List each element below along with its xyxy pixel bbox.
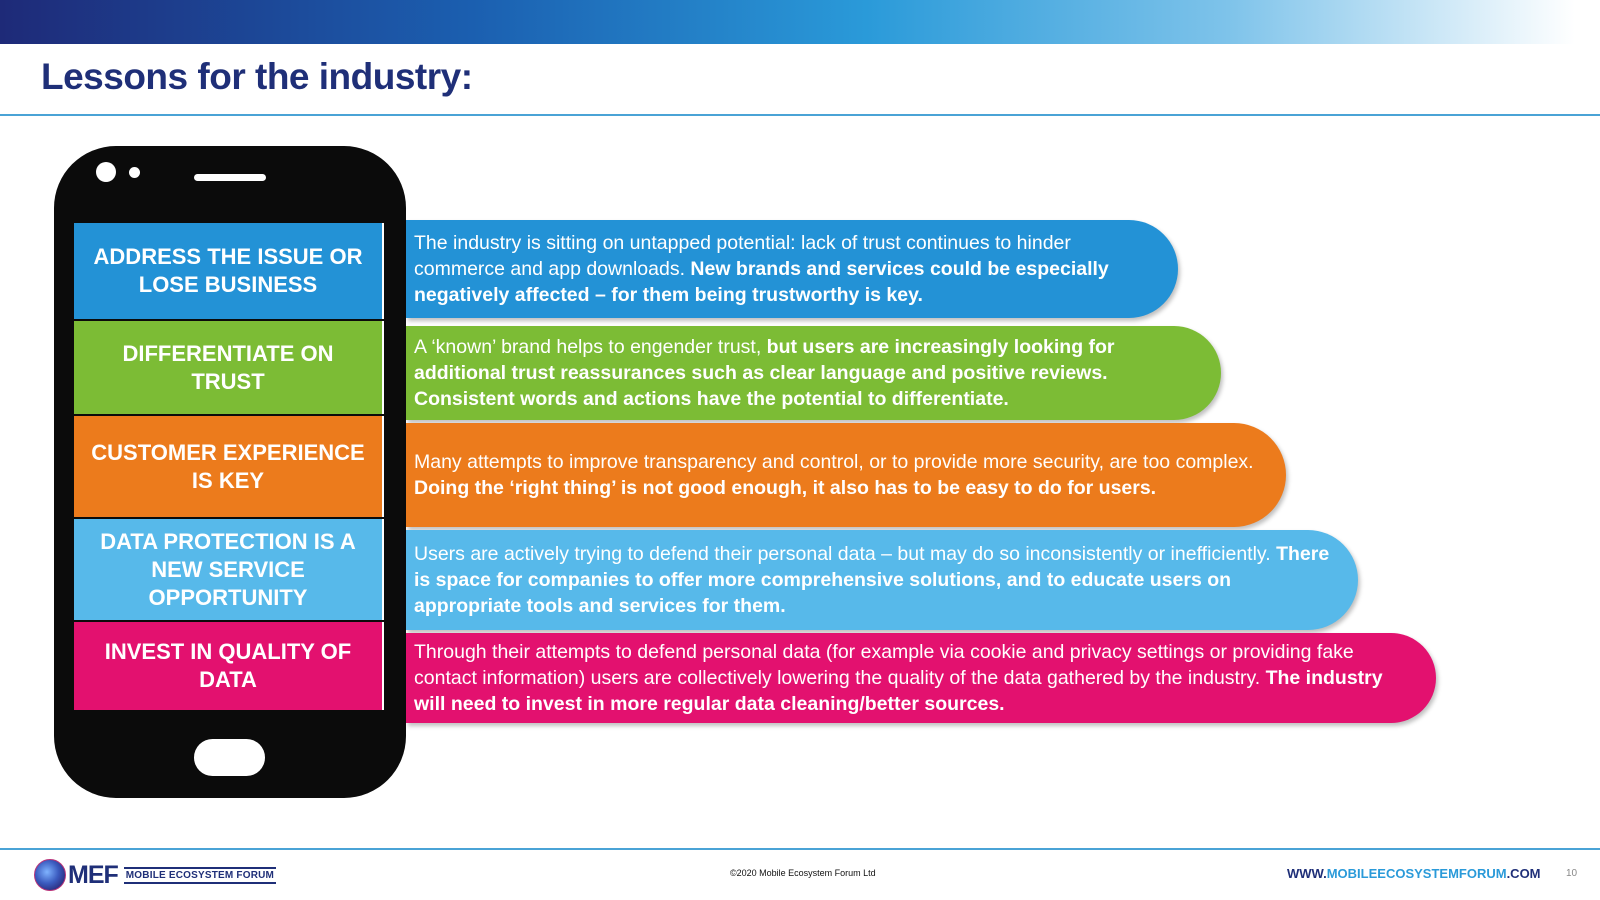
phone-sensor-icon [129,167,140,178]
logo-text: MEF [68,860,118,889]
mef-logo[interactable] [34,859,276,891]
logo-subtext: MOBILE ECOSYSTEM FORUM [124,867,276,884]
website-link[interactable] [1287,866,1541,881]
lesson-text-regular-1: The industry is sitting on untapped potential: lack of trust continues to hinder commerce and app downloads. [414,232,1071,280]
top-gradient-bar [0,0,1575,44]
lesson-label-3: CUSTOMER EXPERIENCE IS KEY [74,416,384,517]
lesson-description-4 [406,530,1358,630]
lesson-description-1 [406,220,1178,318]
footer-divider [0,848,1600,850]
lesson-text-regular-5: Through their attempts to defend personal data (for example via cookie and privacy settings or providing fake contact information) users are collectively lowering the quality of the data gathered by the industry. [414,641,1354,689]
lesson-text-regular-3: Many attempts to improve transparency and control, or to provide more security, are too complex. [414,451,1254,473]
lesson-text-bold-5: The industry will need to invest in more regular data cleaning/better sources. [414,667,1383,715]
lesson-text-regular-4: Users are actively trying to defend their personal data – but may do so inconsistently or inefficiently. [414,543,1277,565]
lesson-text-bold-4: There is space for companies to offer more comprehensive solutions, and to educate users on appropriate tools and services for them. [414,543,1330,617]
lesson-label-5: INVEST IN QUALITY OF DATA [74,622,384,710]
lesson-label-2: DIFFERENTIATE ON TRUST [74,321,384,414]
lesson-label-4: DATA PROTECTION IS A NEW SERVICE OPPORTUNITY [74,519,384,620]
lesson-label-1: ADDRESS THE ISSUE OR LOSE BUSINESS [74,223,384,319]
phone-home-button-icon [194,739,265,776]
lesson-description-3 [406,423,1286,527]
page-number: 10 [1566,868,1578,879]
lesson-text-bold-1: New brands and services could be especially negatively affected – for them being trustworthy is key. [414,258,1109,306]
phone-speaker-icon [194,174,266,181]
lesson-text-bold-2: but users are increasingly looking for additional trust reassurances such as clear language and positive reviews. Consistent words and actions have the potential to differentiate. [414,336,1115,410]
lesson-text-bold-3: Doing the ‘right thing’ is not good enough, it also has to be easy to do for users. [414,477,1157,499]
page-title: Lessons for the industry: [41,56,473,97]
url-highlight: MOBILEECOSYSTEMFORUM [1326,866,1507,881]
copyright-text: ©2020 Mobile Ecosystem Forum Ltd [730,868,876,878]
lesson-text-regular-2: A ‘known’ brand helps to engender trust, [414,336,767,358]
url-prefix: WWW. [1287,866,1327,881]
phone-screen [74,223,386,723]
lesson-description-2 [406,326,1221,420]
url-suffix: .COM [1506,866,1541,881]
lesson-description-5 [406,633,1436,723]
globe-logo-icon [34,859,66,891]
title-divider [0,114,1600,116]
phone-camera-icon [96,162,116,182]
